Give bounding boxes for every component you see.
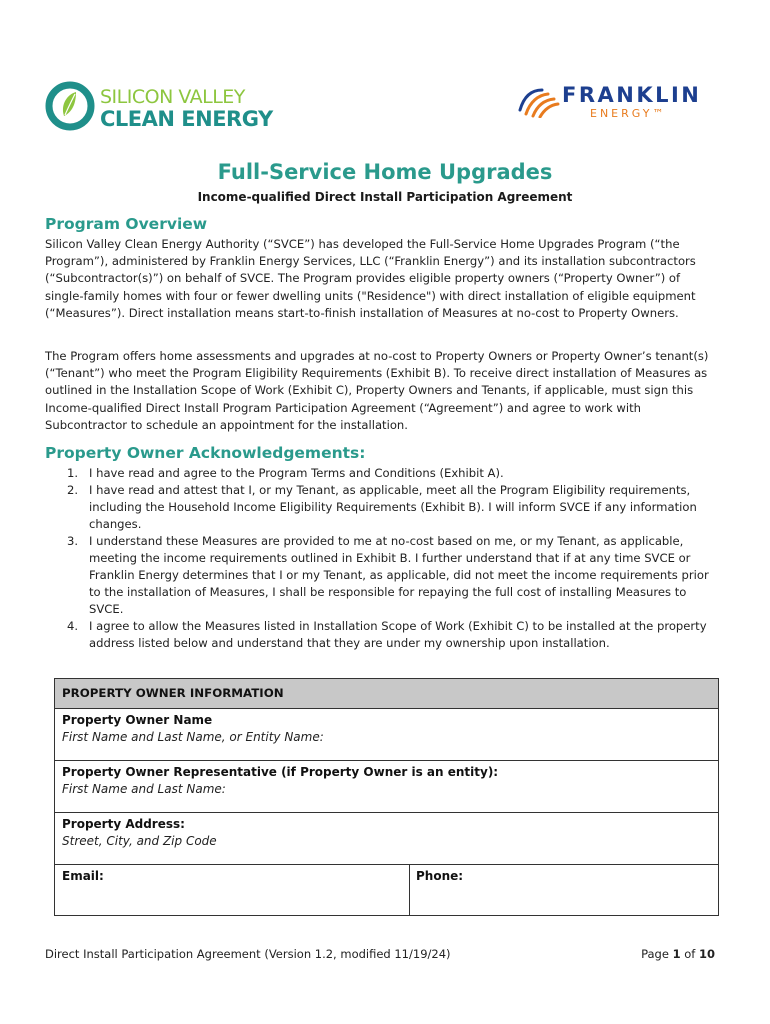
owner-representative-label: Property Owner Representative (if Property Owner is an entity): xyxy=(62,765,499,779)
svce-logo-line1: SILICON VALLEY xyxy=(100,86,245,108)
swoosh-icon xyxy=(516,84,560,118)
page-subtitle: Income-qualified Direct Install Participation Agreement xyxy=(197,190,573,204)
program-overview-heading: Program Overview xyxy=(45,215,208,233)
email-field[interactable]: Email: xyxy=(62,869,104,883)
franklin-logo-line1: FRANKLIN xyxy=(562,83,702,107)
list-item: 2. I have read and attest that I, or my Tenant, as applicable, meet all the Program Eligibility requirements, including the Household Income Eligibility Requirements (Exhibit B). I will inform SVCE if any information changes. xyxy=(67,483,697,531)
owner-representative-field[interactable] xyxy=(55,761,718,813)
owner-representative-hint: First Name and Last Name: xyxy=(62,782,226,796)
svce-logo xyxy=(44,80,284,136)
owner-name-hint: First Name and Last Name, or Entity Name: xyxy=(62,730,324,744)
table-header-row xyxy=(55,679,718,709)
owner-name-field[interactable] xyxy=(55,709,718,761)
phone-field[interactable]: Phone: xyxy=(416,869,464,883)
property-address-field[interactable] xyxy=(55,813,718,865)
property-owner-info-table xyxy=(54,678,719,916)
list-item: 4. I agree to allow the Measures listed in Installation Scope of Work (Exhibit C) to be installed at the property address listed below and understand that they are under my ownership upon installation. xyxy=(67,619,707,650)
property-address-label: Property Address: xyxy=(62,817,185,831)
franklin-energy-logo xyxy=(516,82,716,126)
overview-paragraph-1: Silicon Valley Clean Energy Authority (“SVCE”) has developed the Full-Service Home Upgrades Program (“the Program”), administered by Franklin Energy Services, LLC (“Franklin Energy”) and its installation subcontractors (“Subcontractor(s)”) on behalf of SVCE. The Program provides eligible property owners (“Property Owner”) of single-family homes with four or fewer dwelling units ("Residence") with direct installation of eligible equipment (“Measures”). Direct installation means start-to-finish installation of Measures at no-cost to Property Owners. xyxy=(45,237,696,320)
footer-page-number: Page 1 of 10 xyxy=(641,947,715,961)
contact-row xyxy=(55,865,718,915)
overview-paragraph-2: The Program offers home assessments and upgrades at no-cost to Property Owners or Property Owner’s tenant(s) (“Tenant”) who meet the Program Eligibility Requirements (Exhibit B). To receive direct installation of Measures as outlined in the Installation Scope of Work (Exhibit C), Property Owners and Tenants, if applicable, must sign this Income-qualified Direct Install Program Participation Agreement (“Agreement”) and agree to work with Subcontractor to schedule an appointment for the installation. xyxy=(45,349,709,432)
cell-divider xyxy=(409,865,410,915)
list-item: 1. I have read and agree to the Program Terms and Conditions (Exhibit A). xyxy=(67,466,504,480)
list-item: 3. I understand these Measures are provided to me at no-cost based on me, or my Tenant, as applicable, meeting the income requirements outlined in Exhibit B. I further understand that if at any time SVCE or Franklin Energy determines that I or my Tenant, as applicable, did not meet the income requirements prior to the installation of Measures, I shall be responsible for repaying the full cost of installing Measures to SVCE. xyxy=(67,534,709,616)
svce-logo-line2: CLEAN ENERGY xyxy=(100,107,273,131)
property-address-hint: Street, City, and Zip Code xyxy=(62,834,217,848)
page-title: Full-Service Home Upgrades xyxy=(217,160,553,184)
acknowledgements-heading: Property Owner Acknowledgements: xyxy=(45,444,366,462)
acknowledgements-list xyxy=(45,465,717,652)
footer-version: Direct Install Participation Agreement (Version 1.2, modified 11/19/24) xyxy=(45,947,451,961)
leaf-ring-icon xyxy=(44,80,96,132)
franklin-logo-line2: ENERGY™ xyxy=(590,107,667,120)
owner-name-label: Property Owner Name xyxy=(62,713,213,727)
table-header: PROPERTY OWNER INFORMATION xyxy=(62,686,284,700)
